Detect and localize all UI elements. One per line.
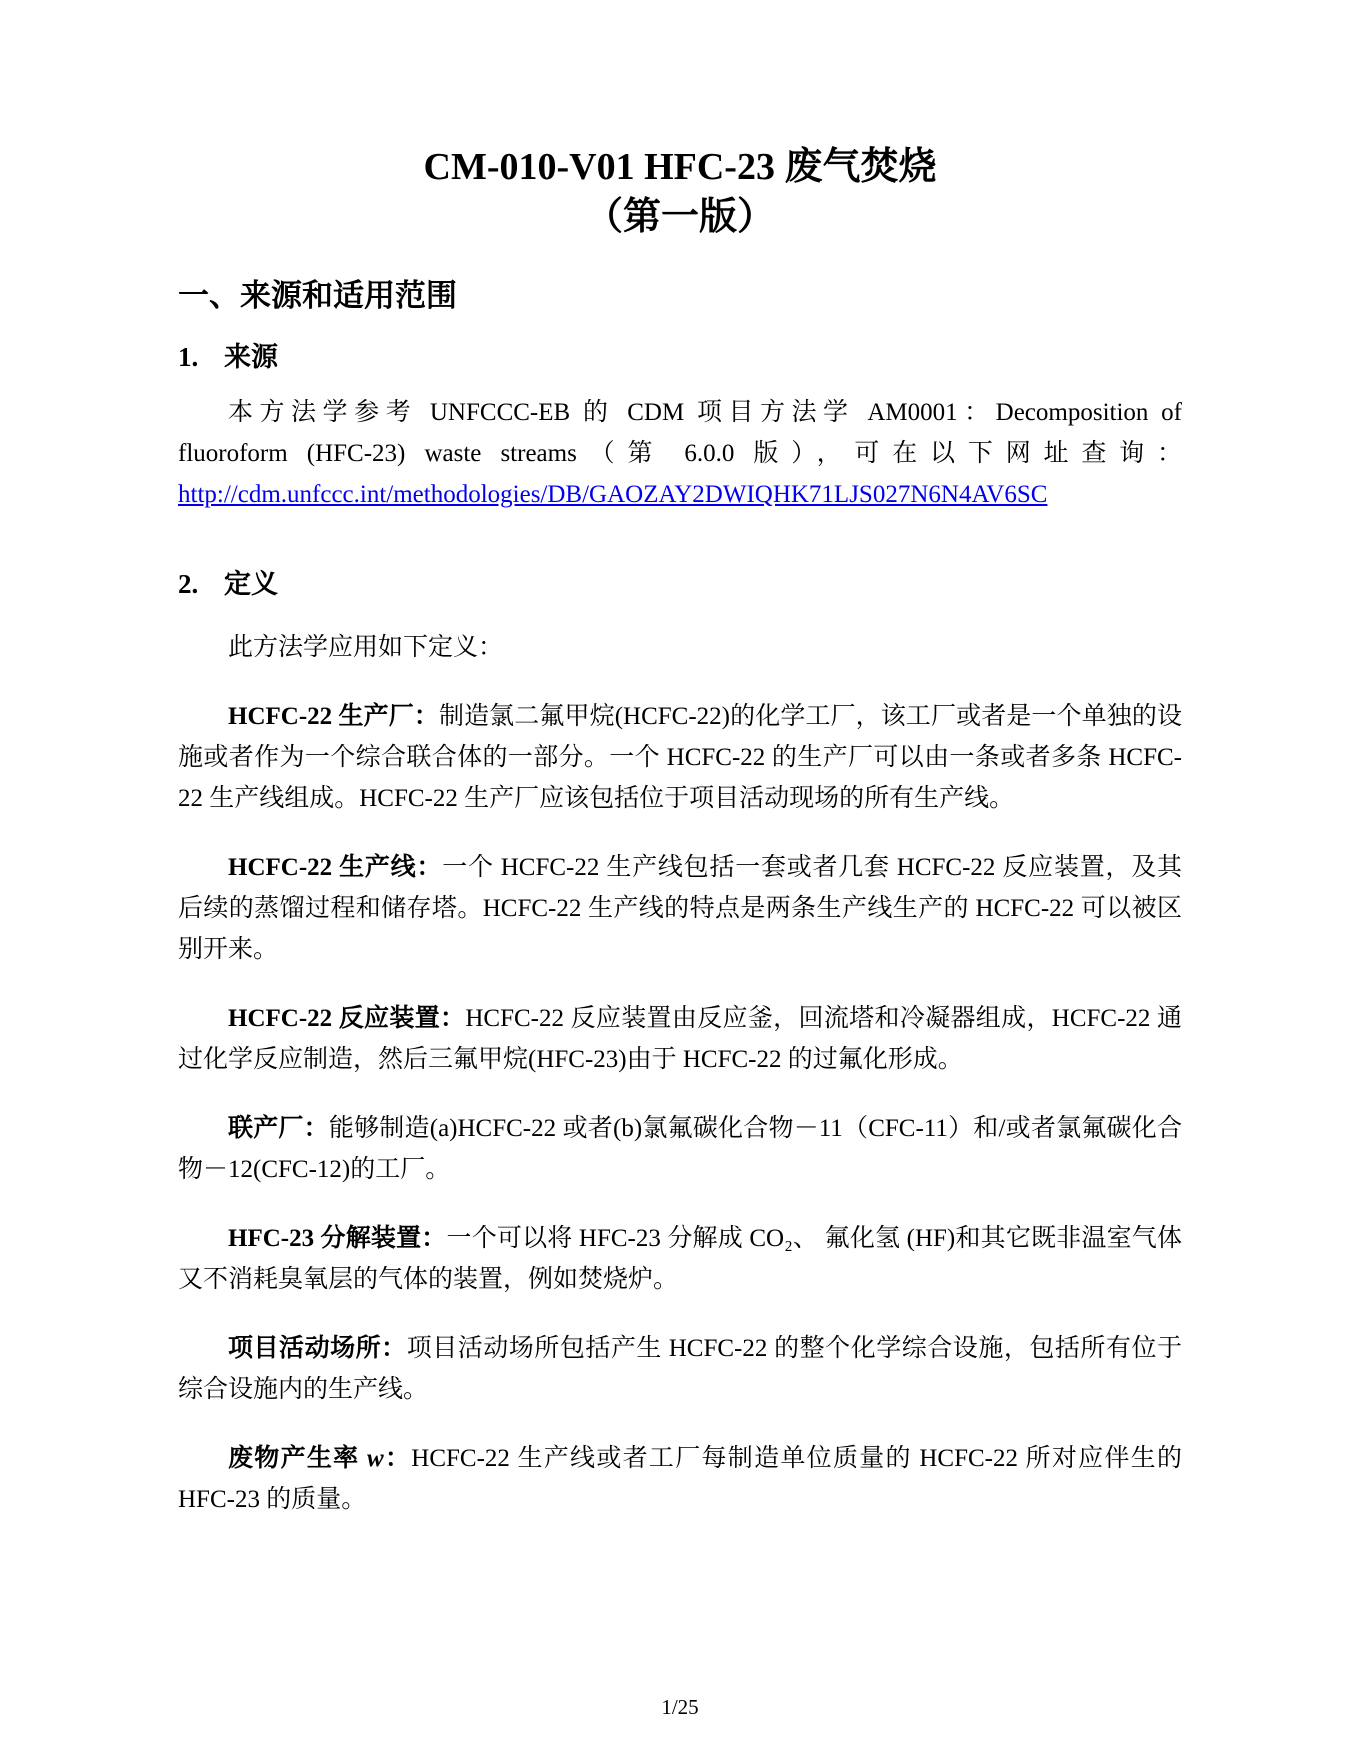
subsection-definitions-number: 2. bbox=[178, 569, 199, 599]
definition-text: 制造氯二氟甲烷(HCFC-22)的化学工厂，该工厂或者是一个单独的设施或者作为一个综合联合体的一部分。一个 HCFC-22 的生产厂可以由一条或者多条 HCFC-22 生产线组成。HCFC-22 生产厂应该包括位于项目活动现场的所有生产线。 bbox=[178, 703, 1182, 812]
definition-text: HCFC-22 反应装置由反应釜，回流塔和冷凝器组成，HCFC-22 通过化学反应制造，然后三氟甲烷(HFC-23)由于 HCFC-22 的过氟化形成。 bbox=[178, 1005, 1182, 1073]
document-subtitle: （第一版） bbox=[584, 196, 775, 238]
definition-text: 一个 HCFC-22 生产线包括一套或者几套 HCFC-22 反应装置，及其后续的蒸馏过程和储存塔。HCFC-22 生产线的特点是两条生产线生产的 HCFC-22 可以被区别开来。 bbox=[178, 854, 1182, 963]
section-heading-scope: 一、来源和适用范围 bbox=[178, 278, 457, 313]
definition-text: 项目活动场所包括产生 HCFC-22 的整个化学综合设施，包括所有位于综合设施内的生产线。 bbox=[178, 1335, 1182, 1403]
definition-term-prefix: 废物产生率 bbox=[228, 1445, 367, 1472]
definition-term: 联产厂： bbox=[228, 1115, 329, 1142]
definition-term: HCFC-22 反应装置： bbox=[228, 1005, 466, 1032]
definition-project-activity-site bbox=[178, 1328, 1182, 1410]
definition-hcfc22-production-line bbox=[178, 847, 1182, 970]
definition-waste-generation-rate bbox=[178, 1438, 1182, 1520]
definition-hfc23-decomposition-unit bbox=[178, 1218, 1182, 1300]
subsection-definitions bbox=[178, 565, 1182, 603]
methodology-url-link[interactable]: http://cdm.unfccc.int/methodologies/DB/GAOZAY2DWIQHK71LJS027N6N4AV6SC bbox=[178, 481, 1048, 508]
definition-text: 一个可以将 HFC-23 分解成 CO₂、 氟化氢 (HF)和其它既非温室气体又不消耗臭氧层的气体的装置，例如焚烧炉。 bbox=[178, 1225, 1182, 1293]
subsection-definitions-title: 定义 bbox=[224, 569, 278, 599]
definition-coproduction-plant bbox=[178, 1108, 1182, 1190]
source-paragraph bbox=[178, 392, 1182, 515]
definition-term-variable-w: w bbox=[367, 1445, 384, 1472]
definition-text: 能够制造(a)HCFC-22 或者(b)氯氟碳化合物－11（CFC-11）和/或者氯氟碳化合物－12(CFC-12)的工厂。 bbox=[178, 1115, 1182, 1183]
definition-hcfc22-reactor-unit bbox=[178, 998, 1182, 1080]
definition-term: HFC-23 分解装置： bbox=[228, 1225, 447, 1252]
source-paragraph-line2: fluoroform (HFC-23) waste streams（第 6.0.0 版），可在以下网址查询： bbox=[178, 440, 1182, 467]
definition-term-colon: ： bbox=[383, 1445, 412, 1472]
definition-hcfc22-plant bbox=[178, 696, 1182, 819]
definition-text: HCFC-22 生产线或者工厂每制造单位质量的 HCFC-22 所对应伴生的 HFC-23 的质量。 bbox=[178, 1445, 1182, 1513]
source-url-line bbox=[178, 474, 1182, 515]
source-paragraph-line1: 本方法学参考 UNFCCC-EB 的 CDM 项目方法学 AM0001：Decomposition of bbox=[228, 399, 1182, 426]
document-title: CM-010-V01 HFC-23 废气焚烧 bbox=[423, 146, 937, 188]
page-number: 1/25 bbox=[661, 1695, 699, 1719]
definitions-intro: 此方法学应用如下定义： bbox=[228, 634, 504, 661]
subsection-source-title: 来源 bbox=[224, 342, 278, 372]
definition-term: HCFC-22 生产线： bbox=[228, 854, 443, 881]
subsection-source-number: 1. bbox=[178, 342, 199, 372]
subsection-source bbox=[178, 338, 1182, 376]
definition-term: 项目活动场所： bbox=[228, 1335, 407, 1362]
definition-term: HCFC-22 生产厂： bbox=[228, 703, 439, 730]
